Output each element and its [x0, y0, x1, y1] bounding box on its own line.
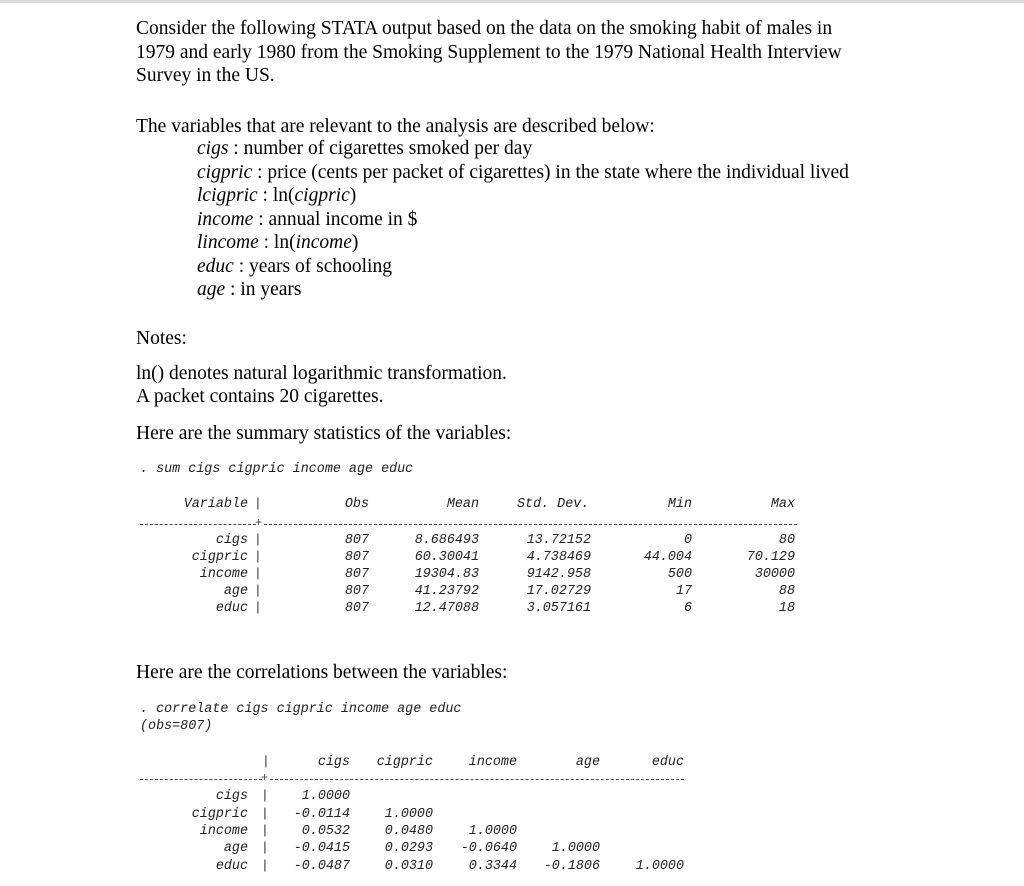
summary-obs-value: 807 — [344, 601, 369, 616]
column-separator: | — [261, 823, 269, 838]
corr-value: 1.0000 — [551, 841, 600, 856]
variable-name: income — [197, 208, 254, 230]
column-separator: | — [261, 840, 269, 855]
corr-divider-right — [270, 779, 684, 780]
column-separator: | — [261, 806, 269, 821]
summary-stddev-value: 13.72152 — [526, 533, 591, 548]
variable-cigs — [197, 137, 849, 161]
column-separator: | — [254, 600, 262, 615]
variable-description: : price (cents per packet of cigarettes) in the state where the individual lived — [252, 161, 849, 183]
corr-row-label: cigs — [215, 789, 248, 804]
summary-row-label: age — [223, 584, 248, 599]
correlation-heading: Here are the correlations between the variables: — [136, 662, 508, 683]
column-separator: | — [254, 583, 262, 598]
summary-stddev-value: 3.057161 — [526, 601, 591, 616]
variable-description: : ln( — [257, 185, 295, 206]
column-separator: | — [261, 858, 269, 873]
summary-max-value: 30000 — [754, 567, 795, 582]
corr-divider-left — [140, 779, 262, 780]
summary-row-label: educ — [215, 601, 248, 616]
corr-header-income: income — [468, 755, 517, 770]
variable-lincome — [197, 231, 849, 255]
variables-list — [197, 137, 849, 302]
corr-row-label: educ — [215, 859, 248, 874]
summary-divider-right — [264, 524, 797, 525]
summary-stddev-value: 4.738469 — [526, 550, 591, 565]
summary-max-value: 70.129 — [746, 550, 795, 565]
column-separator: | — [254, 496, 262, 511]
summary-mean-value: 19304.83 — [414, 567, 479, 582]
variable-description: : number of cigarettes smoked per day — [228, 138, 533, 159]
variable-description: : in years — [225, 279, 302, 300]
table-junction: + — [261, 771, 269, 785]
summary-row-label: cigs — [215, 533, 248, 548]
corr-value: 0.0293 — [384, 841, 433, 856]
summary-header-mean: Mean — [446, 497, 479, 512]
summary-row-label: cigpric — [191, 550, 248, 565]
summary-min-value: 17 — [675, 584, 692, 599]
corr-value: -0.0415 — [293, 841, 350, 856]
column-separator: | — [254, 566, 262, 581]
summary-stddev-value: 17.02729 — [526, 584, 591, 599]
summary-min-value: 44.004 — [643, 550, 692, 565]
summary-header-obs: Obs — [344, 497, 369, 512]
summary-mean-value: 8.686493 — [414, 533, 479, 548]
summary-obs-value: 807 — [344, 567, 369, 582]
intro-line: 1979 and early 1980 from the Smoking Supplement to the 1979 National Health Interview — [136, 41, 842, 63]
corr-header-cigs: cigs — [317, 755, 350, 770]
summary-header-min: Min — [667, 497, 692, 512]
corr-row-label: cigpric — [191, 807, 248, 822]
variable-description: : annual income in $ — [253, 208, 418, 230]
variable-name: educ — [197, 255, 234, 277]
table-junction: + — [255, 516, 263, 530]
variable-description: : years of schooling — [233, 255, 392, 277]
summary-row-label: income — [199, 567, 248, 582]
variable-age — [197, 278, 849, 302]
variables-heading: The variables that are relevant to the analysis are described below: — [136, 116, 655, 137]
variable-income — [197, 208, 849, 232]
corr-value: 1.0000 — [635, 859, 684, 874]
summary-obs-value: 807 — [344, 533, 369, 548]
corr-value: 0.0480 — [384, 824, 433, 839]
variable-description-end: ) — [349, 185, 357, 206]
summary-mean-value: 41.23792 — [414, 584, 479, 599]
summary-header-max: Max — [770, 497, 795, 512]
variable-name: lcigpric — [197, 185, 258, 206]
corr-value: 0.3344 — [468, 859, 517, 874]
corr-value: 1.0000 — [301, 789, 350, 804]
variable-name: cigs — [197, 138, 229, 159]
intro-line: Survey in the US. — [136, 65, 275, 86]
summary-divider-left — [140, 524, 256, 525]
column-separator: | — [261, 788, 269, 803]
corr-row-label: income — [199, 824, 248, 839]
corr-header-cigpric: cigpric — [376, 755, 433, 770]
summary-header-stddev: Std. Dev. — [517, 497, 590, 512]
summary-max-value: 18 — [778, 601, 795, 616]
column-separator: | — [254, 532, 262, 547]
intro-paragraph — [136, 17, 896, 88]
corr-value: 1.0000 — [468, 824, 517, 839]
correlation-command: . correlate cigs cigpric income age educ — [140, 702, 462, 717]
summary-header-variable: Variable — [183, 497, 248, 512]
summary-command: . sum cigs cigpric income age educ — [140, 462, 414, 477]
note-line: ln() denotes natural logarithmic transformation. — [136, 362, 507, 384]
note-line: A packet contains 20 cigarettes. — [136, 386, 384, 407]
summary-max-value: 80 — [778, 533, 795, 548]
corr-header-educ: educ — [651, 755, 684, 770]
summary-min-value: 0 — [683, 533, 692, 548]
summary-obs-value: 807 — [344, 584, 369, 599]
variable-description-end: ) — [351, 232, 359, 253]
summary-min-value: 6 — [683, 601, 692, 616]
corr-value: -0.0640 — [460, 841, 517, 856]
variable-description: : ln( — [258, 232, 296, 253]
corr-value: -0.1806 — [543, 859, 600, 874]
column-separator: | — [254, 549, 262, 564]
variable-name: age — [197, 279, 226, 300]
variable-name: cigpric — [197, 161, 253, 183]
corr-value: 0.0532 — [301, 824, 350, 839]
variable-cigpric — [197, 161, 849, 185]
corr-value: 1.0000 — [384, 807, 433, 822]
variable-argument: cigpric — [294, 185, 350, 206]
summary-max-value: 88 — [778, 584, 795, 599]
summary-obs-value: 807 — [344, 550, 369, 565]
corr-value: 0.0310 — [384, 859, 433, 874]
variable-argument: income — [295, 232, 352, 253]
variable-educ — [197, 255, 849, 279]
corr-row-label: age — [223, 841, 248, 856]
summary-mean-value: 12.47088 — [414, 601, 479, 616]
corr-value: -0.0114 — [293, 807, 350, 822]
corr-header-separator: | — [262, 754, 270, 769]
intro-line: Consider the following STATA output based on the data on the smoking habit of males in — [136, 18, 833, 39]
summary-heading: Here are the summary statistics of the variables: — [136, 423, 512, 444]
notes-section — [136, 327, 507, 409]
top-divider — [0, 0, 1024, 3]
corr-header-age: age — [575, 755, 600, 770]
summary-stddev-value: 9142.958 — [526, 567, 591, 582]
summary-min-value: 500 — [667, 567, 692, 582]
variable-lcigpric — [197, 184, 849, 208]
summary-mean-value: 60.30041 — [414, 550, 479, 565]
correlation-obs: (obs=807) — [140, 719, 213, 734]
corr-value: -0.0487 — [293, 859, 350, 874]
variable-name: lincome — [197, 232, 259, 253]
notes-heading: Notes: — [136, 328, 187, 349]
